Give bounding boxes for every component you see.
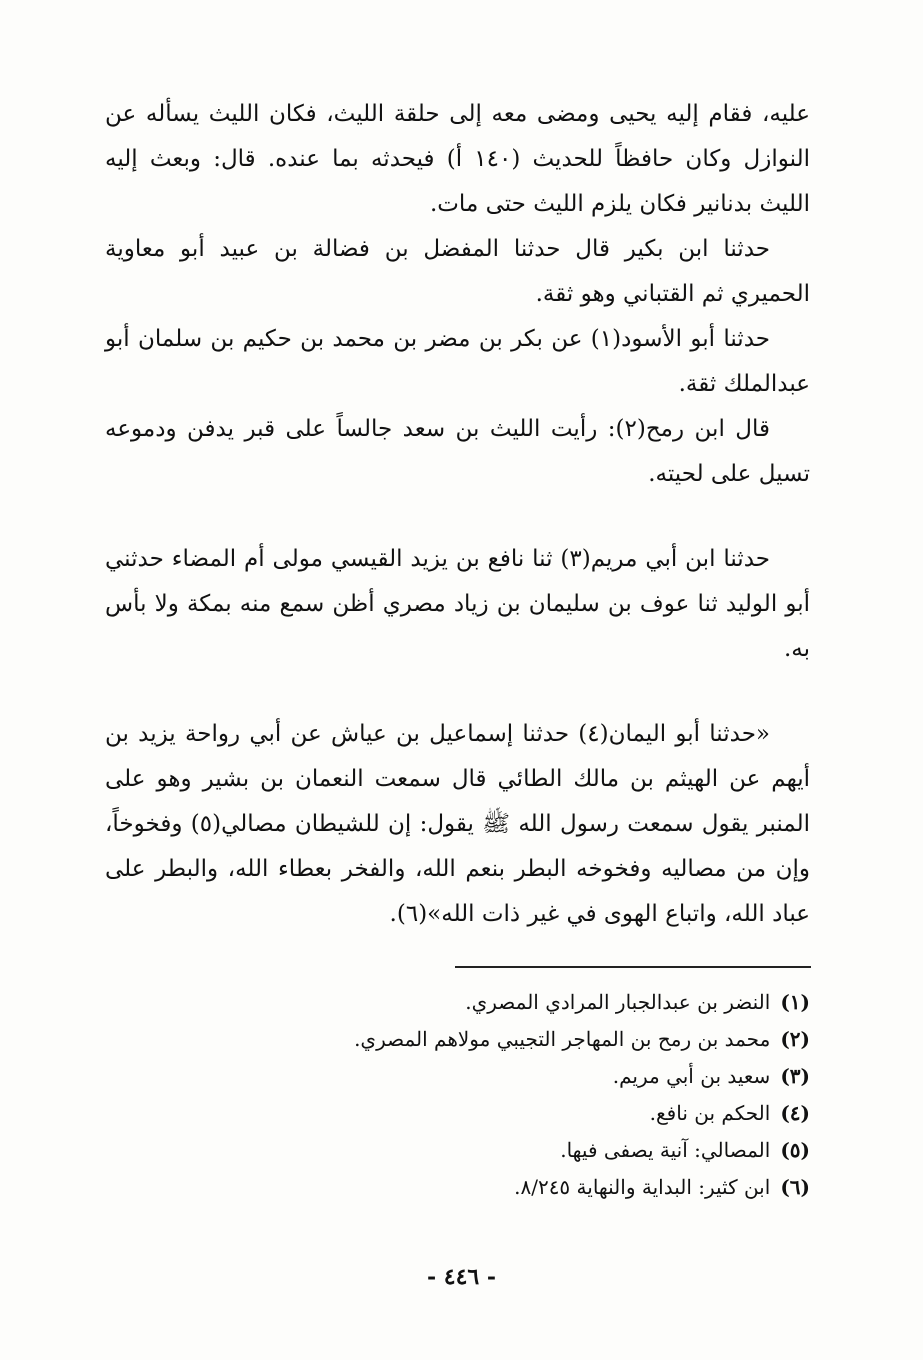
footnote-number: (٢): [780, 1027, 810, 1051]
footnote-number: (٥): [780, 1138, 810, 1162]
footnote-text: المصالي: آنية يصفى فيها.: [560, 1138, 771, 1162]
paragraph-6: «حدثنا أبو اليمان(٤) حدثنا إسماعيل بن عياش عن أبي رواحة يزيد بن أيهم عن الهيثم بن مالك الطائي قال سمعت النعمان بن بشير وهو على المنبر يقول سمعت رسول الله ﷺ يقول: إن للشيطان مصالي(٥) وفخوخاً، وإن من مصاليه وفخوخه البطر بنعم الله، والفخر بعطاء الله، والبطر على عباد الله، واتباع الهوى في غير ذات الله»(٦).: [105, 721, 810, 927]
footnote-3: [300, 1058, 810, 1095]
paragraph-2: حدثنا ابن بكير قال حدثنا المفضل بن فضالة بن عبيد أبو معاوية الحميري ثم القتباني وهو ثقة.: [105, 236, 810, 307]
paragraph-3: حدثنا أبو الأسود(١) عن بكر بن مضر بن محمد بن حكيم بن سلمان أبو عبدالملك ثقة.: [105, 326, 810, 397]
page-number: - ٤٤٦ -: [426, 1264, 497, 1290]
main-text: [105, 92, 810, 937]
paragraph-5: حدثنا ابن أبي مريم(٣) ثنا نافع بن يزيد القيسي مولى أم المضاء حدثني أبو الوليد ثنا عوف بن سليمان بن زياد مصري أظن سمع منه بمكة ولا بأس به.: [105, 546, 810, 662]
footnote-text: محمد بن رمح بن المهاجر التجيبي مولاهم المصري.: [354, 1027, 771, 1051]
paragraph-gap: [105, 672, 810, 712]
paragraph-1: عليه، فقام إليه يحيى ومضى معه إلى حلقة الليث، فكان الليث يسأله عن النوازل وكان حافظاً للحديث (١٤٠ أ) فيحدثه بما عنده. قال: وبعث إليه الليث بدنانير فكان يلزم الليث حتى مات.: [105, 101, 810, 217]
footnote-4: [300, 1095, 810, 1132]
footnote-number: (٣): [780, 1064, 810, 1088]
footnote-text: سعيد بن أبي مريم.: [612, 1064, 771, 1088]
footnote-2: [300, 1021, 810, 1058]
footnote-text: النضر بن عبدالجبار المرادي المصري.: [465, 990, 771, 1014]
footnote-divider: [455, 966, 811, 968]
footnote-text: ابن كثير: البداية والنهاية ٨/٢٤٥.: [514, 1175, 771, 1199]
paragraph-4: قال ابن رمح(٢): رأيت الليث بن سعد جالساً على قبر يدفن ودموعه تسيل على لحيته.: [105, 416, 810, 487]
paragraph-gap: [105, 497, 810, 537]
footnote-number: (٤): [780, 1101, 810, 1125]
footnote-number: (٦): [780, 1175, 810, 1199]
footnote-text: الحكم بن نافع.: [649, 1101, 771, 1125]
footnote-6: [300, 1169, 810, 1206]
footnote-1: [300, 984, 810, 1021]
footnote-number: (١): [780, 990, 810, 1014]
footnotes: [300, 984, 810, 1206]
footnote-5: [300, 1132, 810, 1169]
